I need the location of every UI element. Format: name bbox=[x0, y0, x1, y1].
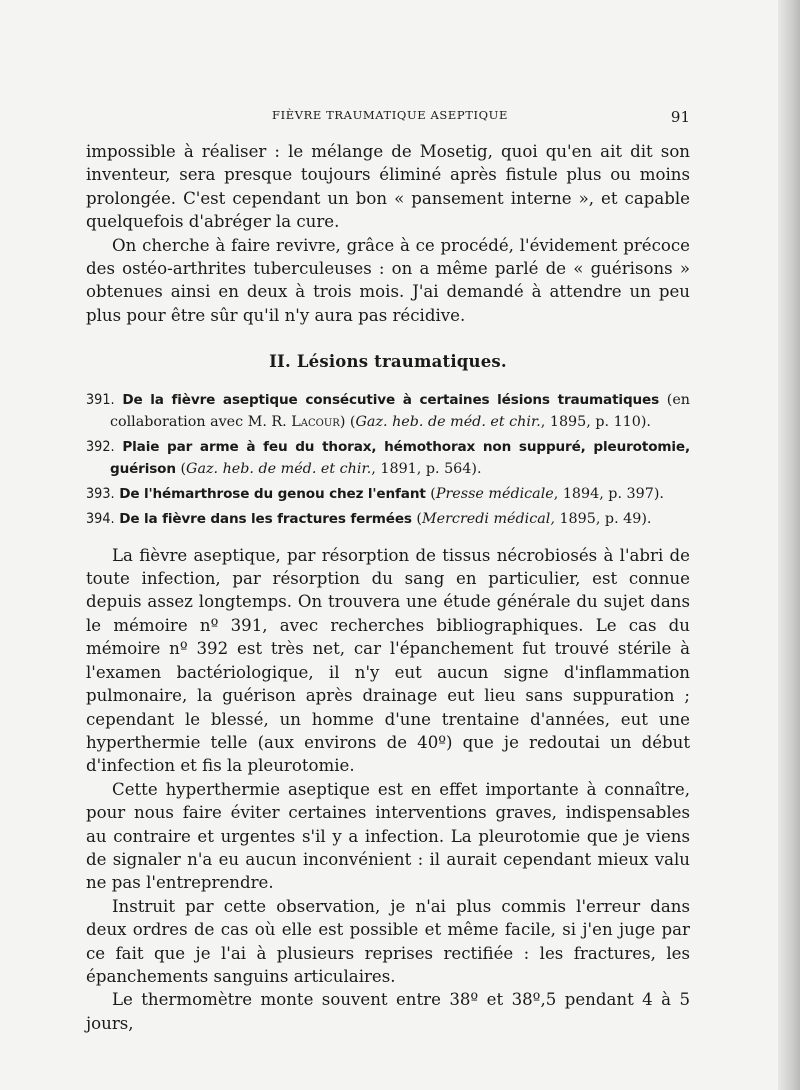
reference-source: Mercredi médical, bbox=[422, 510, 555, 527]
page-body bbox=[86, 140, 690, 1035]
reference-number: 391. bbox=[86, 391, 115, 408]
reference-paren: ( bbox=[425, 485, 436, 502]
reference-source: Gaz. heb. de méd. et chir. bbox=[355, 413, 541, 430]
reference-title: Plaie par arme à feu du thorax, hémothorax non suppuré, pleurotomie, guérison bbox=[110, 438, 691, 477]
reference-details: , 1891, p. 564). bbox=[371, 460, 482, 477]
reference-title: De l'hémarthrose du genou chez l'enfant bbox=[119, 485, 426, 502]
reference-item bbox=[86, 483, 690, 505]
page-number: 91 bbox=[670, 108, 690, 126]
reference-title: De la fièvre aseptique consécutive à certaines lésions traumatiques bbox=[122, 391, 660, 408]
reference-details: , 1895, p. 110). bbox=[540, 413, 651, 430]
paragraph: On cherche à faire revivre, grâce à ce procédé, l'évidement précoce des ostéo-arthrites tuberculeuses : on a même parlé de « guérisons » obtenues ainsi en deux à trois mois. J'ai demandé à attendre un peu plus pour être sûr qu'il n'y aura pas récidive. bbox=[86, 235, 690, 325]
paragraph: Instruit par cette observation, je n'ai plus commis l'erreur dans deux ordres de cas où elle est possible et même facile, si j'en juge par ce fait que je l'ai à plusieurs reprises rectifiée : les fractures, les épanchements sanguins articulaires. bbox=[86, 896, 690, 986]
reference-details: , 1894, p. 397). bbox=[553, 485, 664, 502]
reference-number: 393. bbox=[86, 485, 115, 502]
reference-paren: ( bbox=[411, 510, 422, 527]
running-title: FIÈVRE TRAUMATIQUE ASEPTIQUE bbox=[272, 108, 508, 122]
paragraph: Le thermomètre monte souvent entre 38º et 38º,5 pendant 4 à 5 jours, bbox=[86, 990, 690, 1033]
paragraph-continued: impossible à réaliser : le mélange de Mosetig, quoi qu'en ait dit son inventeur, sera presque toujours éliminé après fistule plus ou moins prolongée. C'est cependant un bon « pansement interne », et capable quelquefois d'abréger la cure. bbox=[86, 142, 690, 232]
section-heading: II. Lésions traumatiques. bbox=[269, 352, 507, 372]
page-header bbox=[90, 108, 690, 132]
reference-source: Presse médicale bbox=[435, 485, 554, 502]
reference-author: Lacour bbox=[291, 413, 340, 430]
page-edge bbox=[778, 0, 800, 1090]
reference-note: (en collaboration avec M. R. bbox=[110, 391, 691, 430]
reference-paren: ) ( bbox=[339, 413, 356, 430]
reference-paren: ( bbox=[175, 460, 187, 477]
reference-item bbox=[86, 389, 690, 433]
reference-item bbox=[86, 508, 690, 530]
paragraph: La fièvre aseptique, par résorption de tissus nécrobiosés à l'abri de toute infection, par résorption du sang en particulier, est connue depuis assez longtemps. On trouvera une étude générale du sujet dans le mémoire nº 391, avec recherches bibliographiques. Le cas du mémoire nº 392 est très net, car l'épanchement fut trouvé stérile à l'examen bactériologique, il n'y eut aucun signe d'inflammation pulmonaire, la guérison après drainage eut lieu sans suppuration ; cependant le blessé, un homme d'une trentaine d'années, eut une hyperthermie telle (aux environs de 40º) que je redoutai un début d'infection et fis la pleurotomie. bbox=[86, 545, 690, 776]
reference-title: De la fièvre dans les fractures fermées bbox=[119, 510, 412, 527]
reference-list bbox=[86, 389, 690, 530]
reference-number: 392. bbox=[86, 438, 115, 455]
reference-details: 1895, p. 49). bbox=[554, 510, 652, 527]
reference-item bbox=[86, 436, 690, 480]
reference-number: 394. bbox=[86, 510, 115, 527]
reference-source: Gaz. heb. de méd. et chir. bbox=[186, 460, 372, 477]
paragraph: Cette hyperthermie aseptique est en effet importante à connaître, pour nous faire éviter certaines interventions graves, indispensables au contraire et urgentes s'il y a infection. La pleurotomie que je viens de signaler n'a eu aucun inconvénient : il aurait cependant mieux valu ne pas l'entreprendre. bbox=[86, 779, 690, 893]
